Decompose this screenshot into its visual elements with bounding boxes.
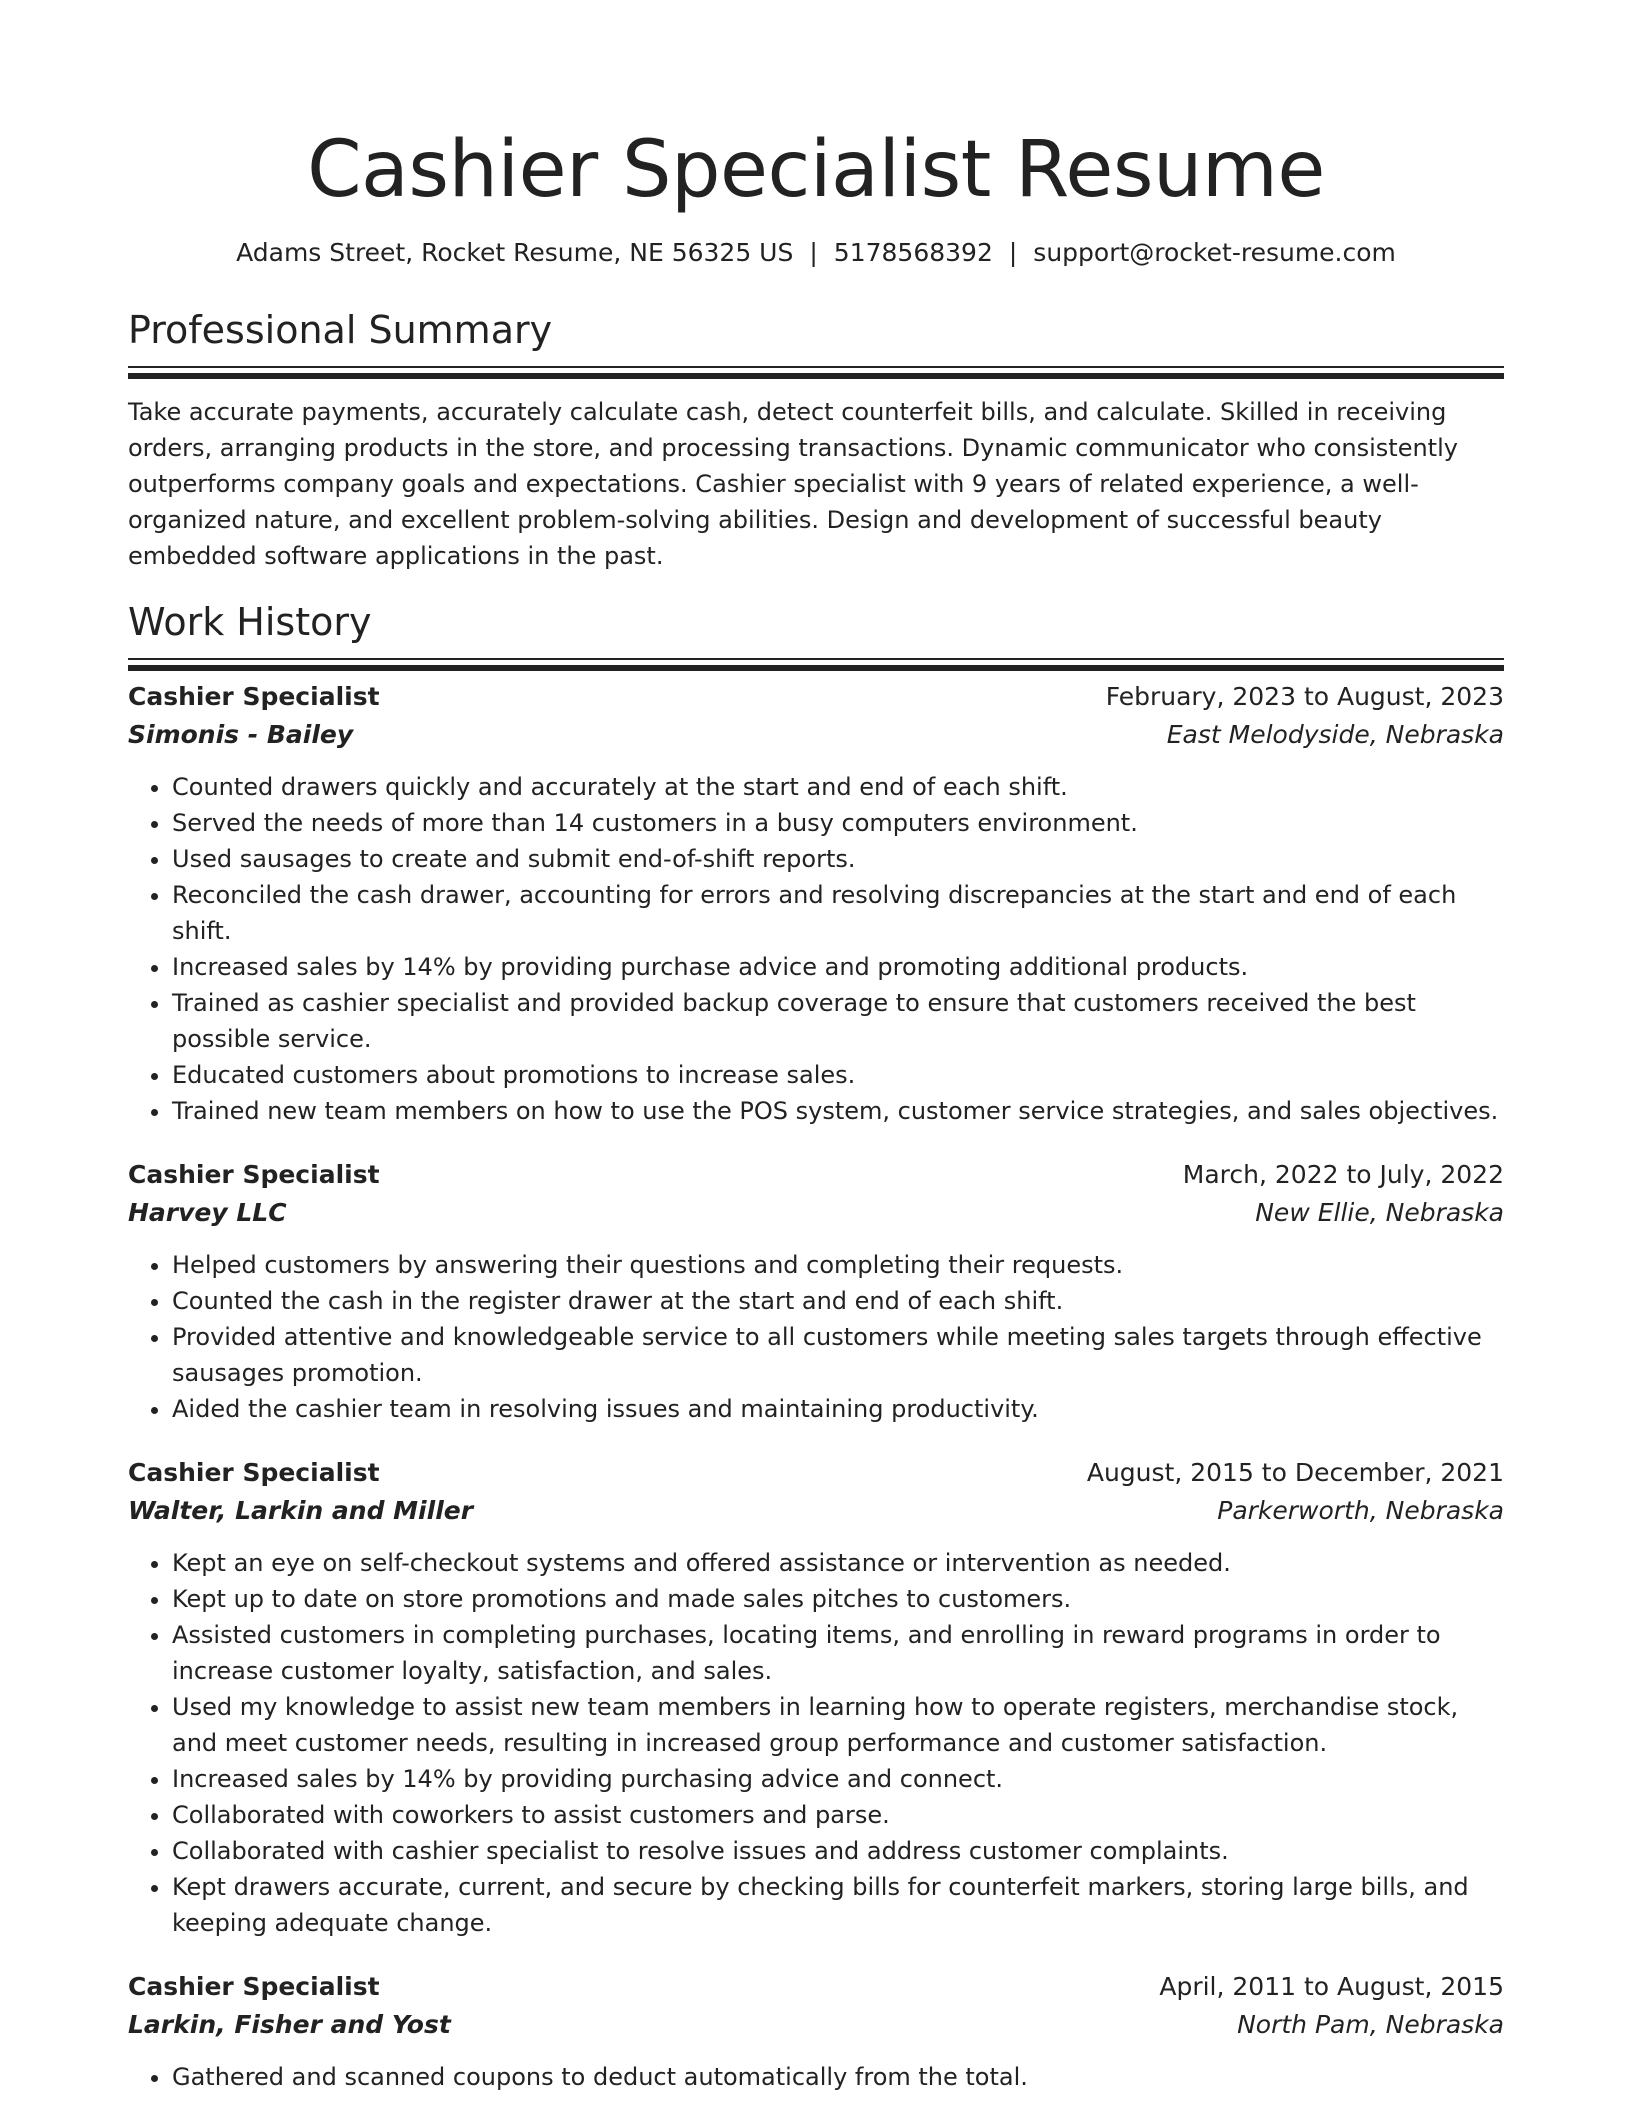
job-header-row — [128, 1454, 1504, 1492]
job-entry — [128, 1156, 1504, 1427]
job-company: Walter, Larkin and Miller — [128, 1496, 474, 1525]
section-divider — [128, 658, 1504, 660]
job-dates: April, 2011 to August, 2015 — [1159, 1972, 1504, 2001]
job-bullet: • Increased sales by 14% by providing purchasing advice and connect. — [172, 1761, 1504, 1797]
job-location: Parkerworth, Nebraska — [1217, 1496, 1504, 1525]
job-bullet: • Helped customers by answering their questions and completing their requests. — [172, 1247, 1504, 1283]
job-bullet: • Used my knowledge to assist new team members in learning how to operate registers, merchandise stock, and meet customer needs, resulting in increased group performance and customer satisfaction. — [172, 1689, 1504, 1761]
job-location: New Ellie, Nebraska — [1255, 1198, 1504, 1227]
job-bullet: • Collaborated with cashier specialist to resolve issues and address customer complaints. — [172, 1833, 1504, 1869]
job-bullet: • Aided the cashier team in resolving issues and maintaining productivity. — [172, 1391, 1504, 1427]
job-bullet: • Kept an eye on self-checkout systems and offered assistance or intervention as needed. — [172, 1545, 1504, 1581]
job-bullet-list — [128, 1545, 1504, 1941]
job-bullet: • Assisted customers in completing purchases, locating items, and enrolling in reward programs in order to increase customer loyalty, satisfaction, and sales. — [172, 1617, 1504, 1689]
job-bullet: • Collaborated with coworkers to assist customers and parse. — [172, 1797, 1504, 1833]
job-company: Harvey LLC — [128, 1198, 287, 1227]
job-dates: August, 2015 to December, 2021 — [1086, 1458, 1504, 1487]
job-company: Simonis - Bailey — [128, 720, 354, 749]
job-header-row — [128, 1156, 1504, 1194]
job-entry — [128, 1454, 1504, 1941]
job-location: East Melodyside, Nebraska — [1166, 720, 1504, 749]
job-bullet: • Trained as cashier specialist and provided backup coverage to ensure that customers received the best possible service. — [172, 985, 1504, 1057]
job-dates: February, 2023 to August, 2023 — [1105, 682, 1504, 711]
resume-page — [128, 0, 1504, 2095]
job-bullet: • Provided attentive and knowledgeable service to all customers while meeting sales targets through effective sausages promotion. — [172, 1319, 1504, 1391]
contact-separator: | — [809, 238, 818, 267]
contact-address: Adams Street, Rocket Resume, NE 56325 US — [236, 238, 794, 267]
job-title: Cashier Specialist — [128, 682, 380, 711]
job-bullet: • Counted drawers quickly and accurately at the start and end of each shift. — [172, 769, 1504, 805]
contact-line — [128, 236, 1504, 270]
contact-email[interactable]: support@rocket-resume.com — [1033, 238, 1396, 267]
summary-heading: Professional Summary — [128, 308, 553, 352]
job-bullet: • Gathered and scanned coupons to deduct automatically from the total. — [172, 2059, 1504, 2095]
job-company-row — [128, 716, 1504, 754]
job-bullet: • Increased sales by 14% by providing purchase advice and promoting additional products. — [172, 949, 1504, 985]
job-company-row — [128, 2006, 1504, 2044]
job-header-row — [128, 1968, 1504, 2006]
section-divider — [128, 366, 1504, 368]
job-company-row — [128, 1194, 1504, 1232]
job-location: North Pam, Nebraska — [1237, 2010, 1504, 2039]
job-bullet: • Kept up to date on store promotions and made sales pitches to customers. — [172, 1581, 1504, 1617]
job-title: Cashier Specialist — [128, 1160, 380, 1189]
job-entry — [128, 1968, 1504, 2095]
job-company-row — [128, 1492, 1504, 1530]
job-bullet: • Used sausages to create and submit end-of-shift reports. — [172, 841, 1504, 877]
job-bullet-list — [128, 2059, 1504, 2095]
summary-text: Take accurate payments, accurately calculate cash, detect counterfeit bills, and calculate. Skilled in receiving orders, arranging products in the store, and processing transactions. Dynamic communicator who consistently outperforms company goals and expectations. Cashier specialist with 9 years of related experience, a well-organized nature, and excellent problem-solving abilities. Design and development of successful beauty embedded software applications in the past. — [128, 398, 1458, 570]
job-entry — [128, 678, 1504, 1129]
contact-phone: 5178568392 — [833, 238, 993, 267]
job-header-row — [128, 678, 1504, 716]
job-title: Cashier Specialist — [128, 1458, 380, 1487]
job-dates: March, 2022 to July, 2022 — [1182, 1160, 1504, 1189]
job-bullet: • Kept drawers accurate, current, and secure by checking bills for counterfeit markers, storing large bills, and keeping adequate change. — [172, 1869, 1504, 1941]
document-title: Cashier Specialist Resume — [307, 125, 1325, 215]
job-bullet: • Trained new team members on how to use the POS system, customer service strategies, and sales objectives. — [172, 1093, 1504, 1129]
work-history-heading: Work History — [128, 600, 372, 644]
contact-separator: | — [1008, 238, 1018, 267]
job-company: Larkin, Fisher and Yost — [128, 2010, 451, 2039]
job-bullet-list — [128, 1247, 1504, 1427]
job-bullet: • Counted the cash in the register drawer at the start and end of each shift. — [172, 1283, 1504, 1319]
job-title: Cashier Specialist — [128, 1972, 380, 2001]
job-bullet: • Educated customers about promotions to increase sales. — [172, 1057, 1504, 1093]
job-bullet-list — [128, 769, 1504, 1129]
job-bullet: • Reconciled the cash drawer, accounting for errors and resolving discrepancies at the start and end of each shift. — [172, 877, 1504, 949]
job-bullet: • Served the needs of more than 14 customers in a busy computers environment. — [172, 805, 1504, 841]
